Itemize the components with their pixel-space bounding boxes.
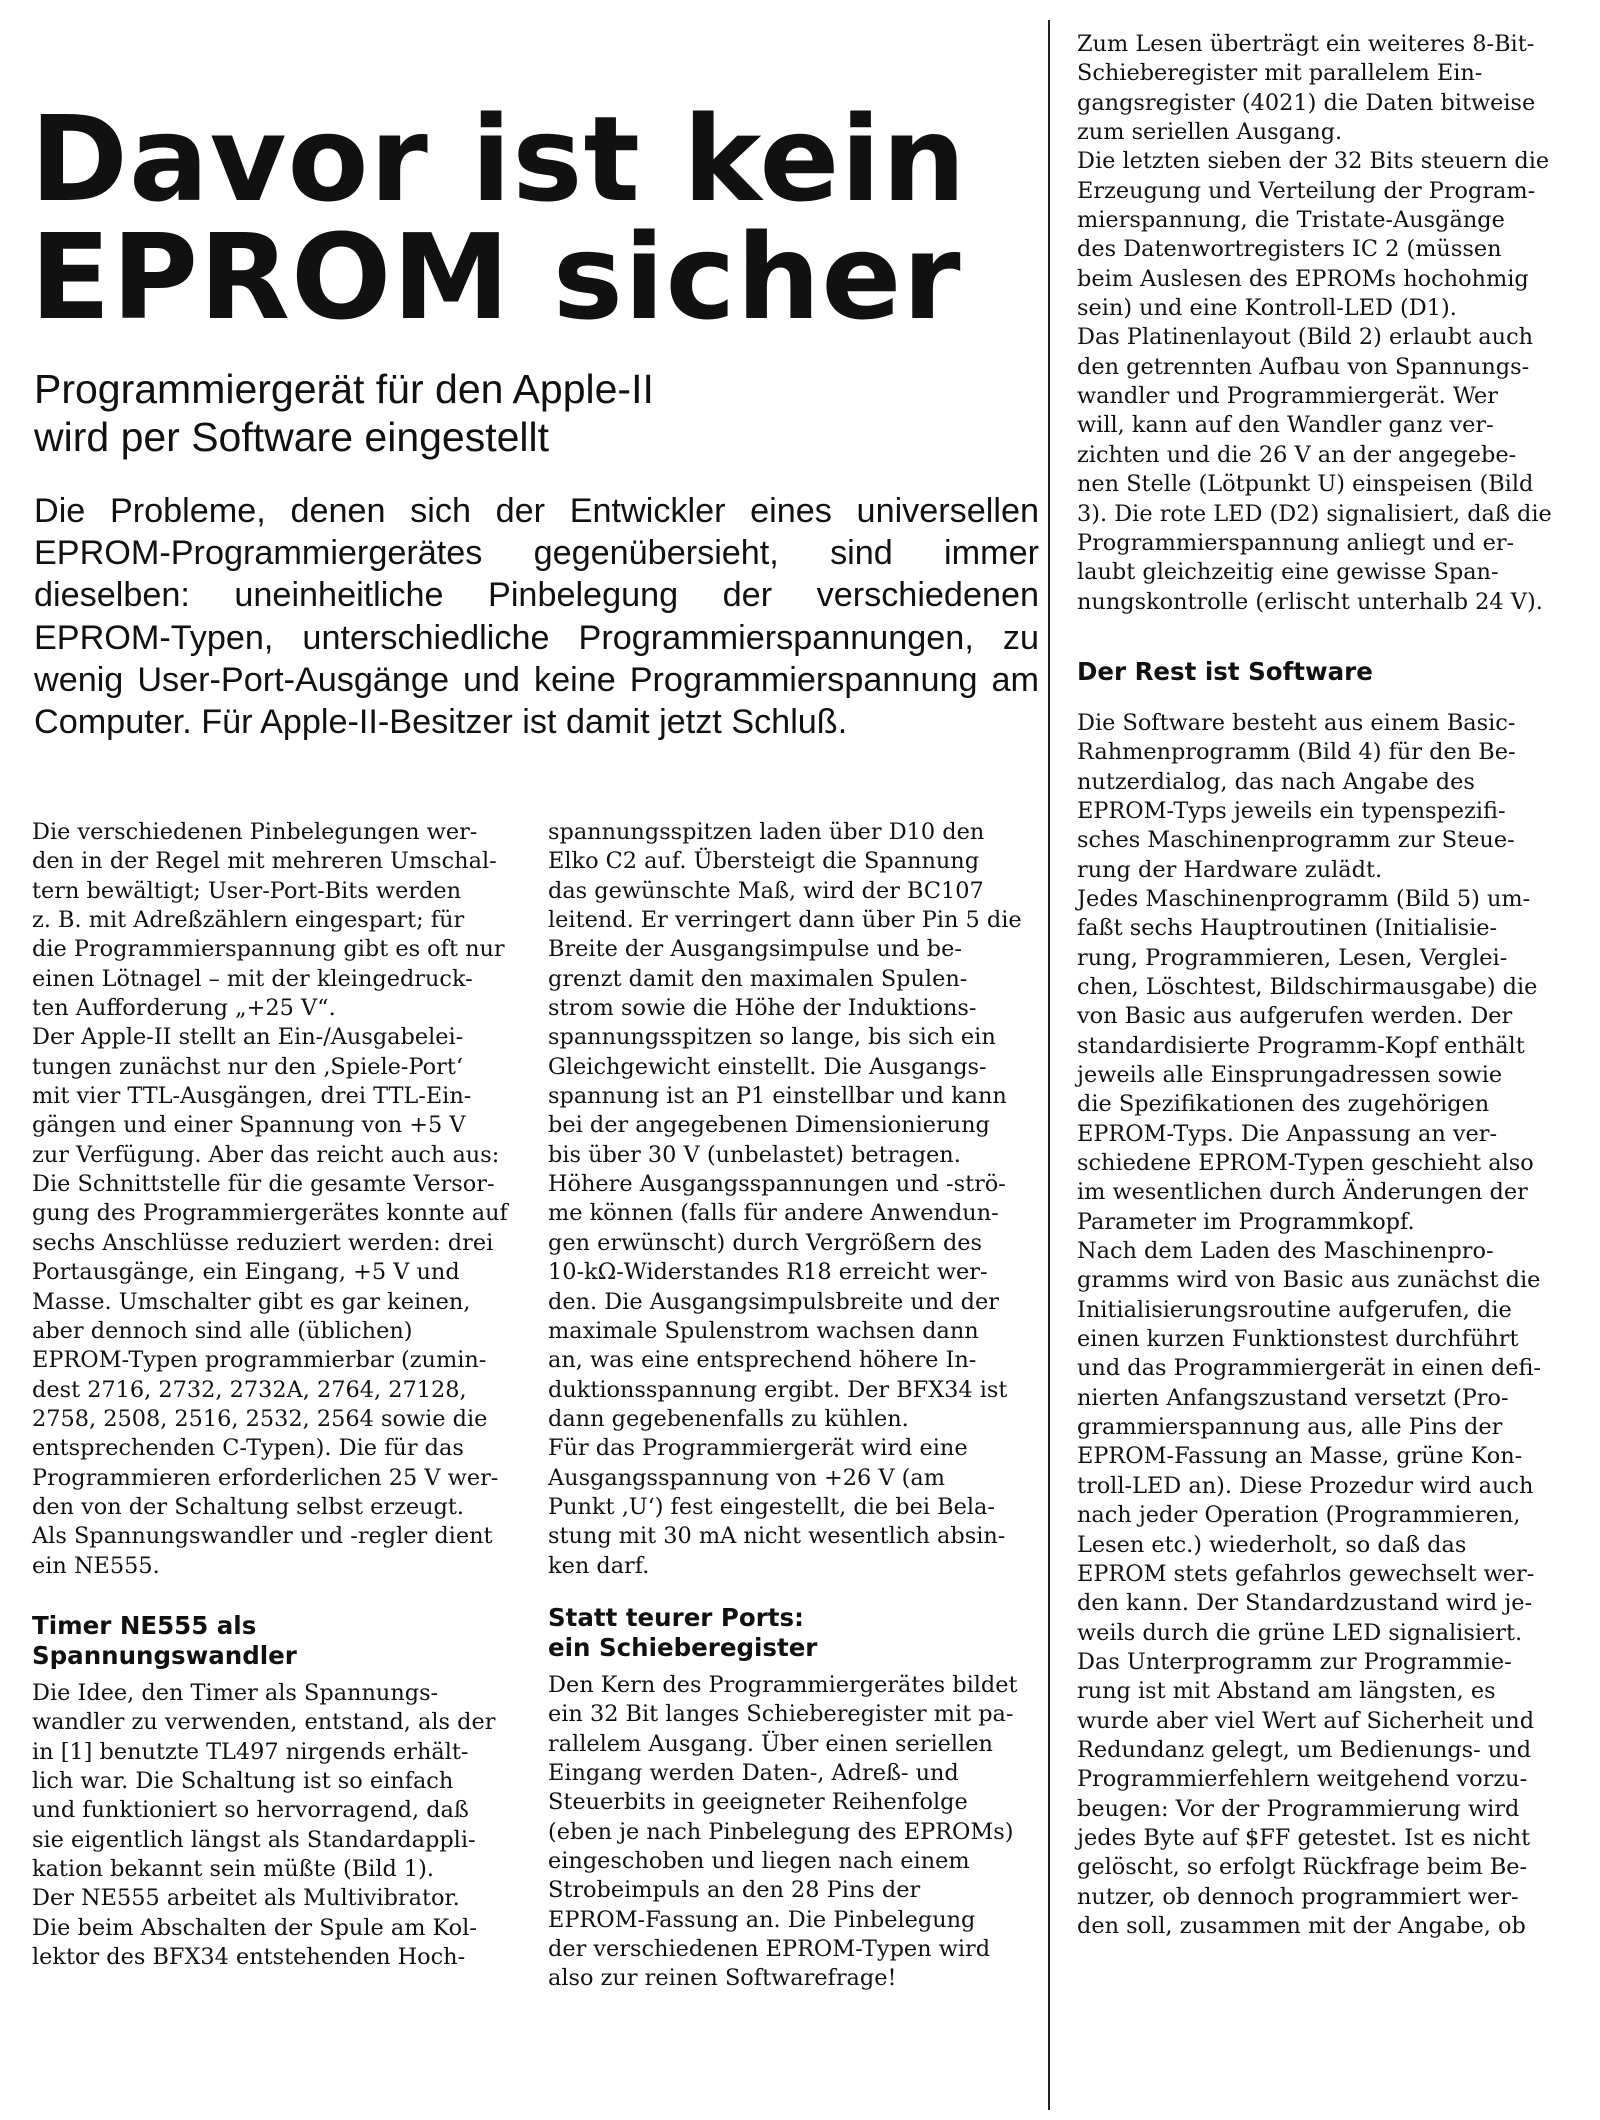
text-line: die Programmierspannung gibt es oft nur — [32, 936, 505, 963]
text-line: Die verschiedenen Pinbelegungen wer- — [32, 819, 478, 845]
text-line: gelöscht, so erfolgt Rückfrage beim Be- — [1077, 1854, 1528, 1881]
text-line: Redundanz gelegt, um Bedienungs- und — [1077, 1736, 1532, 1763]
text-line: die Spezifikationen des zugehörigen — [1077, 1091, 1490, 1118]
text-line: Erzeugung und Verteilung der Program- — [1077, 177, 1536, 204]
text-line: Gleichgewicht einstellt. Die Ausgangs- — [548, 1053, 987, 1080]
text-line: wandler und Programmiergerät. Wer — [1077, 383, 1499, 410]
text-line: Initialisierungsroutine aufgerufen, die — [1077, 1296, 1512, 1323]
text-line: Das Platinenlayout (Bild 2) erlaubt auch — [1077, 324, 1534, 351]
text-line: tungen zunächst nur den ‚Spiele-Port‘ — [32, 1053, 463, 1080]
section-heading: Der Rest ist Software — [1077, 656, 1373, 686]
text-line: jeweils alle Einsprungadressen sowie — [1077, 1062, 1503, 1088]
text-line: weils durch die grüne LED signalisiert. — [1077, 1619, 1523, 1646]
text-line: Nach dem Laden des Maschinenpro- — [1077, 1238, 1494, 1265]
text-line: troll-LED an). Diese Prozedur wird auch — [1077, 1472, 1534, 1499]
text-line: gen erwünscht) durch Vergrößern des — [548, 1229, 983, 1256]
text-line: grenzt damit den maximalen Spulen- — [548, 965, 968, 992]
text-line: Elko C2 auf. Übersteigt die Spannung — [548, 848, 980, 875]
text-line: EPROM-Typs jeweils ein typenspezifi- — [1077, 797, 1506, 824]
text-line: ten Aufforderung „+25 V“. — [32, 995, 336, 1022]
text-line: jedes Byte auf $FF getestet. Ist es nicht — [1077, 1824, 1531, 1851]
text-line: kation bekannt sein müßte (Bild 1). — [32, 1856, 435, 1882]
text-line: Programmierfehlern weitgehend vorzu- — [1077, 1766, 1528, 1793]
text-line: EPROM stets gefahrlos gewechselt wer- — [1077, 1560, 1535, 1587]
lead-paragraph: Die Probleme, denen sich der Entwickler eines universellen EPROM-Programmiergerätes gegenübersieht, sind immer dieselben: uneinheitliche Pinbelegung der verschiedenen EPROM-Typen, unterschiedliche Programmierspannungen, zu wenig User-Port-Ausgänge und keine Programmierspannung am Computer. Für Apple-II-Besitzer ist damit jetzt Schluß. — [34, 492, 1039, 742]
text-line: bei der angegebenen Dimensionierung — [548, 1112, 990, 1139]
text-line: me können (falls für andere Anwendun- — [548, 1200, 999, 1227]
text-line: zum seriellen Ausgang. — [1077, 119, 1343, 146]
text-line: rung der Hardware zulädt. — [1077, 856, 1383, 883]
section-heading: Timer NE555 als — [32, 1610, 257, 1640]
text-line: also zur reinen Softwarefrage! — [548, 1965, 897, 1992]
section-heading: ein Schieberegister — [548, 1632, 818, 1662]
text-line: im wesentlichen durch Änderungen der — [1077, 1179, 1528, 1206]
text-line: Die beim Abschalten der Spule am Kol- — [32, 1914, 477, 1941]
text-line: Eingang werden Daten-, Adreß- und — [548, 1759, 959, 1786]
text-line: stung mit 30 mA nicht wesentlich absin- — [548, 1523, 1006, 1550]
section-heading: Spannungswandler — [32, 1640, 297, 1670]
text-line: EPROM-Fassung an Masse, grüne Kon- — [1077, 1443, 1523, 1470]
text-line: Programmieren erforderlichen 25 V wer- — [32, 1464, 499, 1491]
text-line: sie eigentlich längst als Standardappli- — [32, 1826, 476, 1853]
subtitle-line: Programmiergerät für den Apple-II — [34, 366, 654, 412]
text-line: eingeschoben und liegen nach einem — [548, 1848, 970, 1874]
article-title — [30, 90, 1040, 346]
text-line: den von der Schaltung selbst erzeugt. — [32, 1493, 465, 1520]
text-line: Die Idee, den Timer als Spannungs- — [32, 1679, 439, 1706]
text-line: Das Unterprogramm zur Programmie- — [1077, 1648, 1512, 1675]
text-line: und das Programmiergerät in einen defi- — [1077, 1355, 1541, 1382]
text-line: grammierspannung aus, alle Pins der — [1077, 1414, 1503, 1441]
text-line: z. B. mit Adreßzählern eingespart; für — [32, 907, 465, 934]
column-divider — [1048, 20, 1050, 2110]
text-line: gangsregister (4021) die Daten bitweise — [1077, 89, 1536, 116]
text-line: laubt gleichzeitig eine gewisse Span- — [1077, 559, 1499, 586]
text-line: duktionsspannung ergibt. Der BFX34 ist — [548, 1376, 1008, 1403]
text-line: des Datenwortregisters IC 2 (müssen — [1077, 236, 1502, 263]
text-line: gängen und einer Spannung von +5 V — [32, 1112, 466, 1139]
text-line: spannung ist an P1 einstellbar und kann — [548, 1083, 1007, 1110]
text-line: sechs Anschlüsse reduziert werden: drei — [32, 1229, 494, 1256]
text-line: (eben je nach Pinbelegung des EPROMs) — [548, 1818, 1014, 1845]
text-line: Schieberegister mit parallelem Ein- — [1077, 60, 1483, 87]
text-line: den in der Regel mit mehreren Umschal- — [32, 848, 497, 875]
text-column-3 — [1077, 30, 1552, 1941]
text-line: beugen: Vor der Programmierung wird — [1077, 1795, 1520, 1822]
text-line: nen Stelle (Lötpunkt U) einspeisen (Bild — [1077, 471, 1534, 498]
title-line: EPROM sicher — [30, 208, 962, 346]
text-line: rallelem Ausgang. Über einen seriellen — [548, 1730, 993, 1757]
text-line: sein) und eine Kontroll-LED (D1). — [1077, 295, 1457, 322]
text-line: nutzer, ob dennoch programmiert wer- — [1077, 1883, 1519, 1910]
text-line: dann gegebenenfalls zu kühlen. — [548, 1405, 909, 1432]
text-line: Punkt ‚U‘) fest eingestellt, die bei Bela- — [548, 1493, 995, 1520]
text-line: maximale Spulenstrom wachsen dann — [548, 1317, 979, 1344]
article-subtitle — [34, 365, 1034, 461]
text-line: Jedes Maschinenprogramm (Bild 5) um- — [1077, 885, 1531, 912]
text-line: EPROM-Fassung an. Die Pinbelegung — [548, 1906, 976, 1933]
text-line: Programmierspannung anliegt und er- — [1077, 529, 1515, 556]
text-line: dest 2716, 2732, 2732A, 2764, 27128, — [32, 1376, 467, 1403]
text-line: mierspannung, die Tristate-Ausgänge — [1077, 207, 1505, 234]
text-line: und funktioniert so hervorragend, daß — [32, 1797, 469, 1824]
text-line: gung des Programmiergerätes konnte auf — [32, 1200, 508, 1227]
text-line: 10-kΩ-Widerstandes R18 erreicht wer- — [548, 1259, 988, 1286]
text-line: aber dennoch sind alle (üblichen) — [32, 1317, 413, 1344]
text-line: wandler zu verwenden, entstand, als der — [32, 1709, 496, 1736]
text-line: gramms wird von Basic aus zunächst die — [1077, 1267, 1541, 1294]
text-line: nungskontrolle (erlischt unterhalb 24 V). — [1077, 588, 1543, 615]
text-line: rung, Programmieren, Lesen, Verglei- — [1077, 944, 1508, 971]
text-line: sches Maschinenprogramm zur Steue- — [1077, 827, 1515, 854]
text-line: einen Lötnagel – mit der kleingedruck- — [32, 965, 473, 992]
title-line: Davor ist kein — [30, 90, 967, 228]
text-line: den kann. Der Standardzustand wird je- — [1077, 1590, 1533, 1617]
text-line: EPROM-Typen programmierbar (zumin- — [32, 1347, 487, 1374]
text-line: tern bewältigt; User-Port-Bits werden — [32, 877, 462, 904]
text-line: Parameter im Programmkopf. — [1077, 1208, 1415, 1235]
text-line: Der Apple-II stellt an Ein-/Ausgabelei- — [32, 1024, 464, 1051]
text-line: Die Schnittstelle für die gesamte Versor- — [32, 1171, 495, 1198]
text-line: Zum Lesen überträgt ein weiteres 8-Bit- — [1077, 31, 1535, 57]
text-line: den. Die Ausgangsimpulsbreite und der — [548, 1288, 999, 1315]
text-line: bis über 30 V (unbelastet) betragen. — [548, 1141, 961, 1168]
text-line: Portausgänge, ein Eingang, +5 V und — [32, 1259, 460, 1286]
text-column-1 — [32, 818, 508, 1972]
text-line: Die letzten sieben der 32 Bits steuern die — [1077, 148, 1550, 175]
text-line: Breite der Ausgangsimpulse und be- — [548, 936, 962, 963]
text-line: Masse. Umschalter gibt es gar keinen, — [32, 1288, 471, 1315]
text-line: ein NE555. — [32, 1552, 160, 1579]
text-line: den soll, zusammen mit der Angabe, ob — [1077, 1912, 1526, 1939]
text-line: ein 32 Bit langes Schieberegister mit pa- — [548, 1701, 1014, 1728]
text-line: mit vier TTL-Ausgängen, drei TTL-Ein- — [32, 1083, 472, 1110]
text-line: wurde aber viel Wert auf Sicherheit und — [1077, 1707, 1535, 1734]
text-line: schiedene EPROM-Typen geschieht also — [1077, 1150, 1534, 1177]
text-line: Für das Programmiergerät wird eine — [548, 1435, 968, 1462]
text-line: nutzerdialog, das nach Angabe des — [1077, 768, 1475, 795]
text-line: an, was eine entsprechend höhere In- — [548, 1347, 977, 1374]
text-line: Strobeimpuls an den 28 Pins der — [548, 1877, 921, 1904]
text-line: spannungsspitzen laden über D10 den — [548, 819, 985, 845]
text-line: chen, Löschtest, Bildschirmausgabe) die — [1077, 973, 1538, 1000]
text-line: lich war. Die Schaltung ist so einfach — [32, 1767, 454, 1794]
text-line: standardisierte Programm-Kopf enthält — [1077, 1032, 1525, 1059]
text-line: entsprechenden C-Typen). Die für das — [32, 1435, 464, 1462]
text-line: 2758, 2508, 2516, 2532, 2564 sowie die — [32, 1405, 488, 1432]
text-line: das gewünschte Maß, wird der BC107 — [548, 877, 984, 904]
text-line: Höhere Ausgangsspannungen und -strö- — [548, 1171, 1006, 1198]
text-line: will, kann auf den Wandler ganz ver- — [1077, 412, 1494, 439]
text-line: zichten und die 26 V an der angegebe- — [1077, 441, 1517, 468]
text-line: strom sowie die Höhe der Induktions- — [548, 995, 977, 1022]
text-line: Den Kern des Programmiergerätes bildet — [548, 1671, 1018, 1698]
text-line: Steuerbits in geeigneter Reihenfolge — [548, 1789, 968, 1816]
text-line: lektor des BFX34 entstehenden Hoch- — [32, 1944, 466, 1971]
text-line: Die Software besteht aus einem Basic- — [1077, 709, 1516, 736]
text-line: beim Auslesen des EPROMs hochohmig — [1077, 265, 1529, 292]
text-line: nierten Anfangszustand versetzt (Pro- — [1077, 1384, 1509, 1411]
text-line: von Basic aus aufgerufen werden. Der — [1077, 1003, 1513, 1030]
text-line: ken darf. — [548, 1552, 650, 1579]
text-line: einen kurzen Funktionstest durchführt — [1077, 1326, 1519, 1353]
text-line: in [1] benutzte TL497 nirgends erhält- — [32, 1738, 469, 1765]
text-line: Als Spannungswandler und -regler dient — [32, 1523, 493, 1550]
text-line: rung ist mit Abstand am längsten, es — [1077, 1678, 1496, 1705]
text-line: Lesen etc.) wiederholt, so daß das — [1077, 1531, 1467, 1558]
text-line: Der NE555 arbeitet als Multivibrator. — [32, 1885, 460, 1912]
text-line: den getrennten Aufbau von Spannungs- — [1077, 353, 1530, 380]
text-line: nach jeder Operation (Programmieren, — [1077, 1502, 1521, 1529]
text-line: der verschiedenen EPROM-Typen wird — [548, 1936, 991, 1963]
text-column-2 — [548, 818, 1022, 1994]
text-line: EPROM-Typs. Die Anpassung an ver- — [1077, 1120, 1498, 1147]
text-line: Ausgangsspannung von +26 V (am — [548, 1464, 945, 1491]
text-line: leitend. Er verringert dann über Pin 5 die — [548, 907, 1022, 934]
subtitle-line: wird per Software eingestellt — [34, 414, 550, 460]
text-line: spannungsspitzen so lange, bis sich ein — [548, 1024, 996, 1051]
text-line: zur Verfügung. Aber das reicht auch aus: — [32, 1141, 500, 1168]
text-line: faßt sechs Hauptroutinen (Initialisie- — [1077, 915, 1498, 942]
text-line: Rahmenprogramm (Bild 4) für den Be- — [1077, 739, 1516, 766]
text-line: 3). Die rote LED (D2) signalisiert, daß die — [1077, 500, 1552, 527]
section-heading: Statt teurer Ports: — [548, 1602, 804, 1632]
